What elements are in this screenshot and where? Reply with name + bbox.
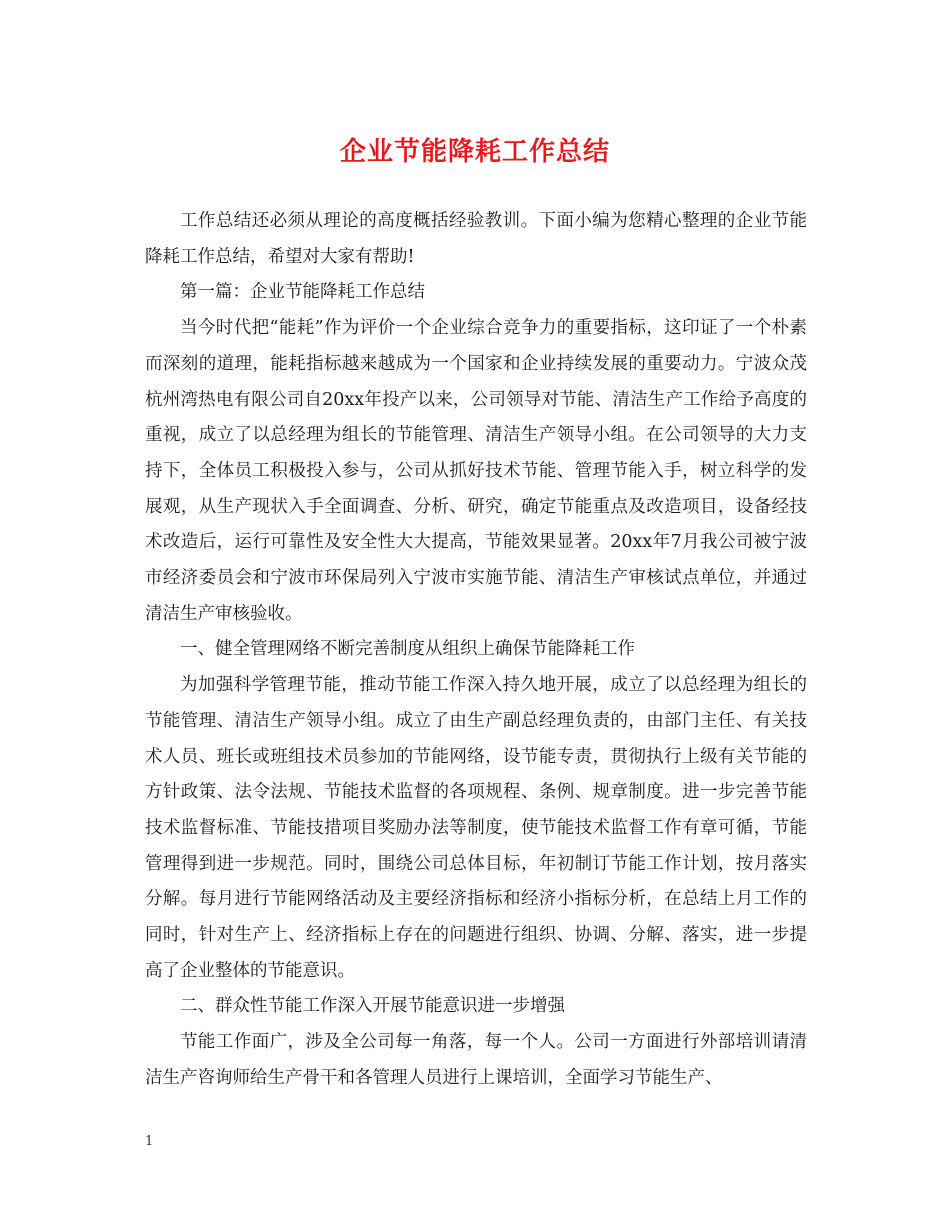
- body-paragraph: 当今时代把“能耗”作为评价一个企业综合竞争力的重要指标，这印证了一个朴素而深刻的道理，能耗指标越来越成为一个国家和企业持续发展的重要动力。宁波众茂杭州湾热电有限公司自20xx年投产以来，公司领导对节能、清洁生产工作给予高度的重视，成立了以总经理为组长的节能管理、清洁生产领导小组。在公司领导的大力支持下，全体员工积极投入参与，公司从抓好技术节能、管理节能入手，树立科学的发展观，从生产现状入手全面调查、分析、研究，确定节能重点及改造项目，设备经技术改造后，运行可靠性及安全性大大提高，节能效果显著。20xx年7月我公司被宁波市经济委员会和宁波市环保局列入宁波市实施节能、清洁生产审核试点单位，并通过清洁生产审核验收。: [145, 318, 807, 624]
- document-body: [145, 204, 807, 1097]
- body-paragraph: 节能工作面广，涉及全公司每一角落，每一个人。公司一方面进行外部培训请清洁生产咨询师给生产骨干和各管理人员进行上课培训，全面学习节能生产、: [145, 1032, 807, 1088]
- section-heading-1: 一、健全管理网络不断完善制度从组织上确保节能降耗工作: [180, 639, 635, 660]
- section-heading-2: 二、群众性节能工作深入开展节能意识进一步增强: [180, 996, 565, 1017]
- document-title: 企业节能降耗工作总结: [339, 137, 610, 167]
- body-paragraph: 为加强科学管理节能，推动节能工作深入持久地开展，成立了以总经理为组长的节能管理、清洁生产领导小组。成立了由生产副总经理负责的，由部门主任、有关技术人员、班长或班组技术员参加的节能网络，设节能专责，贯彻执行上级有关节能的方针政策、法令法规、节能技术监督的各项规程、条例、规章制度。进一步完善节能技术监督标准、节能技措项目奖励办法等制度，使节能技术监督工作有章可循，节能管理得到进一步规范。同时，围绕公司总体目标，年初制订节能工作计划，按月落实分解。每月进行节能网络活动及主要经济指标和经济小指标分析，在总结上月工作的同时，针对生产上、经济指标上存在的问题进行组织、协调、分解、落实，进一步提高了企业整体的节能意识。: [145, 675, 807, 981]
- page-number: 1: [145, 1134, 154, 1149]
- section-heading-part-one: 第一篇：企业节能降耗工作总结: [180, 282, 425, 303]
- intro-paragraph: 工作总结还必须从理论的高度概括经验教训。下面小编为您精心整理的企业节能降耗工作总结，希望对大家有帮助!: [145, 211, 807, 267]
